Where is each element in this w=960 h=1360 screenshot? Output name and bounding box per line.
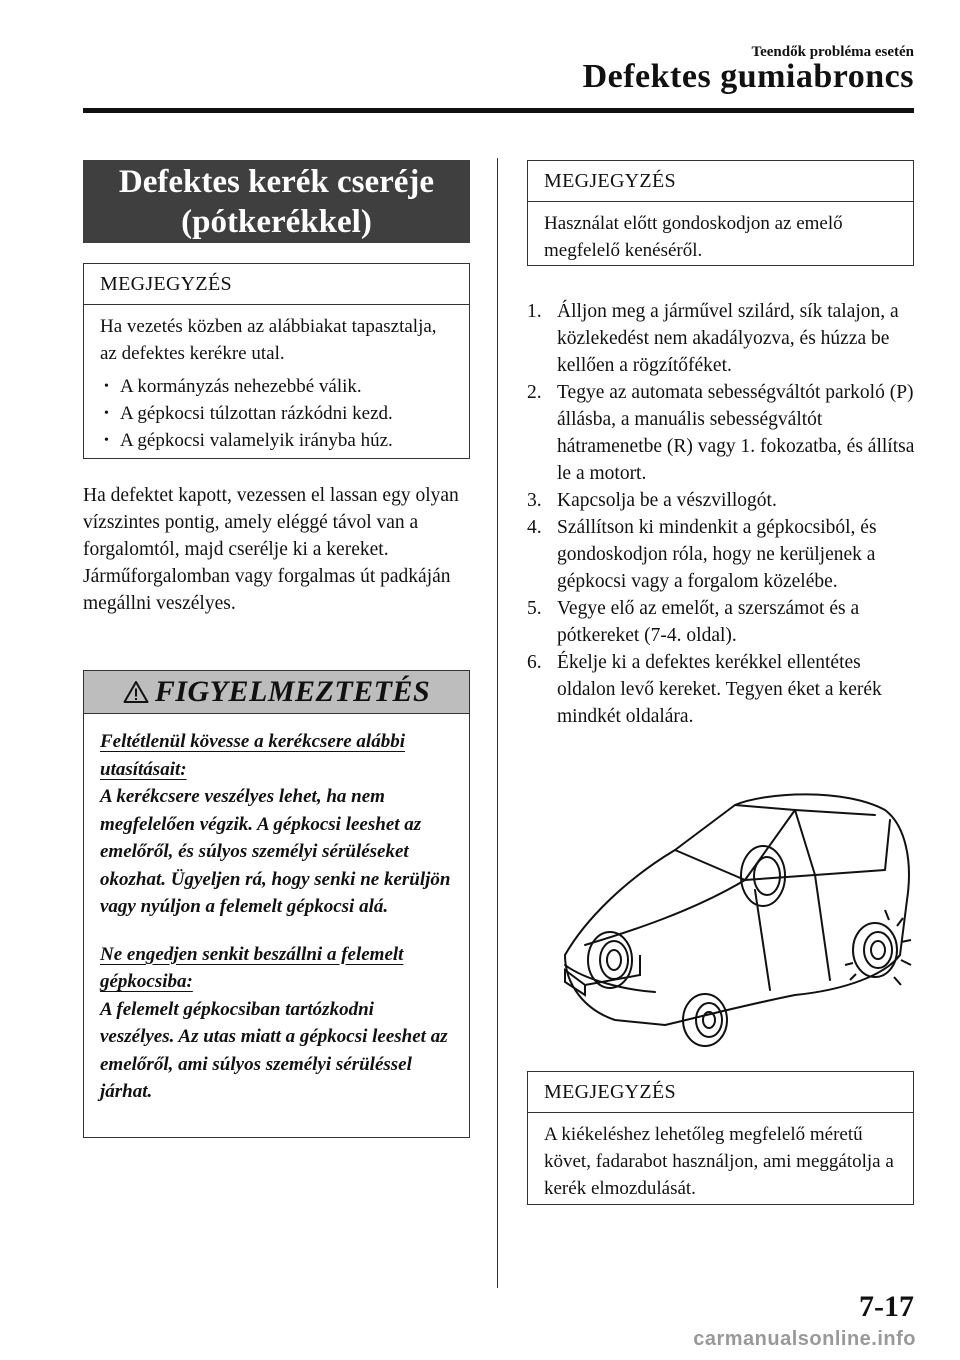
note-box-jack (527, 160, 914, 266)
header-title: Defektes gumiabroncs (582, 58, 914, 95)
warning-block2-text: A felemelt gépkocsiban tartózkodni veszélyes. Az utas miatt a gépkocsi leeshet az emelőről, ami súlyos személyi sérüléssel járhat. (100, 998, 448, 1102)
note-body (84, 305, 469, 464)
page-number: 7-17 (859, 1290, 914, 1323)
step-text: Álljon meg a járművel szilárd, sík talajon, a közlekedést nem akadályozva, és húzza be kellően a rögzítőféket. (557, 301, 899, 376)
warning-triangle-icon (123, 680, 149, 704)
symptom-list (100, 373, 453, 454)
step-text: Kapcsolja be a vészvillogót. (557, 490, 777, 511)
step-text: Ékelje ki a defektes kerékkel ellentétes oldalon levő kereket. Tegyen éket a kerék mindkét oldalára. (557, 652, 882, 727)
note-box-chock (527, 1071, 914, 1205)
symptom-item: • A gépkocsi túlzottan rázkódni kezd. (100, 400, 453, 427)
section-title-line2: (pótkerékkel) (181, 203, 372, 240)
header-rule (83, 108, 914, 113)
note-body: A kiékeléshez lehetőleg megfelelő méretű követ, fadarabot használjon, ami meggátolja a kerék elmozdulását. (544, 1124, 894, 1199)
intro-text: Ha defektet kapott, vezessen el lassan egy olyan vízszintes pontig, amely eléggé távol van a forgalomtól, majd cserélje ki a kereket. (83, 485, 459, 560)
header-subtitle: Teendők probléma esetén (751, 44, 914, 60)
warning-block1-title: Feltétlenül kövesse a kerékcsere alábbi utasításait: (100, 731, 405, 780)
step-number: 3. (527, 490, 542, 511)
step-item (527, 514, 917, 595)
intro-paragraph (83, 482, 473, 617)
step-item (527, 649, 917, 730)
step-text: Vegye elő az emelőt, a szerszámot és a pótkereket (7-4. oldal). (557, 598, 860, 646)
car-wheel-chock-illustration (545, 780, 915, 1050)
step-text: Szállítson ki mindenkit a gépkocsiból, és gondoskodjon róla, hogy ne kerüljenek a gépkocsi vagy a forgalom közelébe. (557, 517, 877, 592)
steps-list (527, 298, 917, 730)
step-number: 6. (527, 652, 542, 673)
step-item (527, 487, 917, 514)
section-title-line1: Defektes kerék cseréje (118, 163, 435, 200)
step-item (527, 379, 917, 487)
step-text: Tegye az automata sebességváltót parkoló (P) állásba, a manuális sebességváltót hátramenetbe (R) vagy 1. fokozatba, és állítsa le a motort. (557, 382, 915, 484)
note-heading: MEGJEGYZÉS (528, 161, 913, 202)
danger-text: Járműforgalomban vagy forgalmas út padkáján megállni veszélyes. (83, 566, 451, 614)
symptom-item: • A gépkocsi valamelyik irányba húz. (100, 427, 453, 454)
note-heading: MEGJEGYZÉS (84, 264, 469, 305)
step-number: 5. (527, 598, 542, 619)
symptom-item: • A kormányzás nehezebbé válik. (100, 373, 453, 400)
warning-block1-text: A kerékcsere veszélyes lehet, ha nem megfelelően végzik. A gépkocsi leeshet az emelőről, és súlyos személyi sérüléseket okozhat. Ügyeljen rá, hogy senki ne kerüljön vagy nyúljon a felemelt gépkocsi alá. (100, 786, 451, 917)
section-title (83, 160, 470, 243)
warning-box (83, 670, 470, 1138)
warning-header (84, 671, 469, 714)
note-text: Ha vezetés közben az alábbiakat tapasztalja, az defektes kerékre utal. (100, 316, 437, 364)
step-item (527, 298, 917, 379)
warning-heading: FIGYELMEZTETÉS (154, 675, 431, 708)
step-item (527, 595, 917, 649)
note-heading: MEGJEGYZÉS (528, 1072, 913, 1113)
column-divider (497, 158, 498, 1288)
watermark: carmanualsonline.info (693, 1328, 916, 1350)
step-number: 1. (527, 301, 542, 322)
note-body: Használat előtt gondoskodjon az emelő megfelelő kenéséről. (544, 213, 843, 261)
step-number: 2. (527, 382, 542, 403)
warning-block2-title: Ne engedjen senkit beszállni a felemelt gépkocsiba: (100, 943, 404, 992)
warning-body (84, 714, 469, 1106)
note-box-symptoms (83, 263, 470, 459)
step-number: 4. (527, 517, 542, 538)
